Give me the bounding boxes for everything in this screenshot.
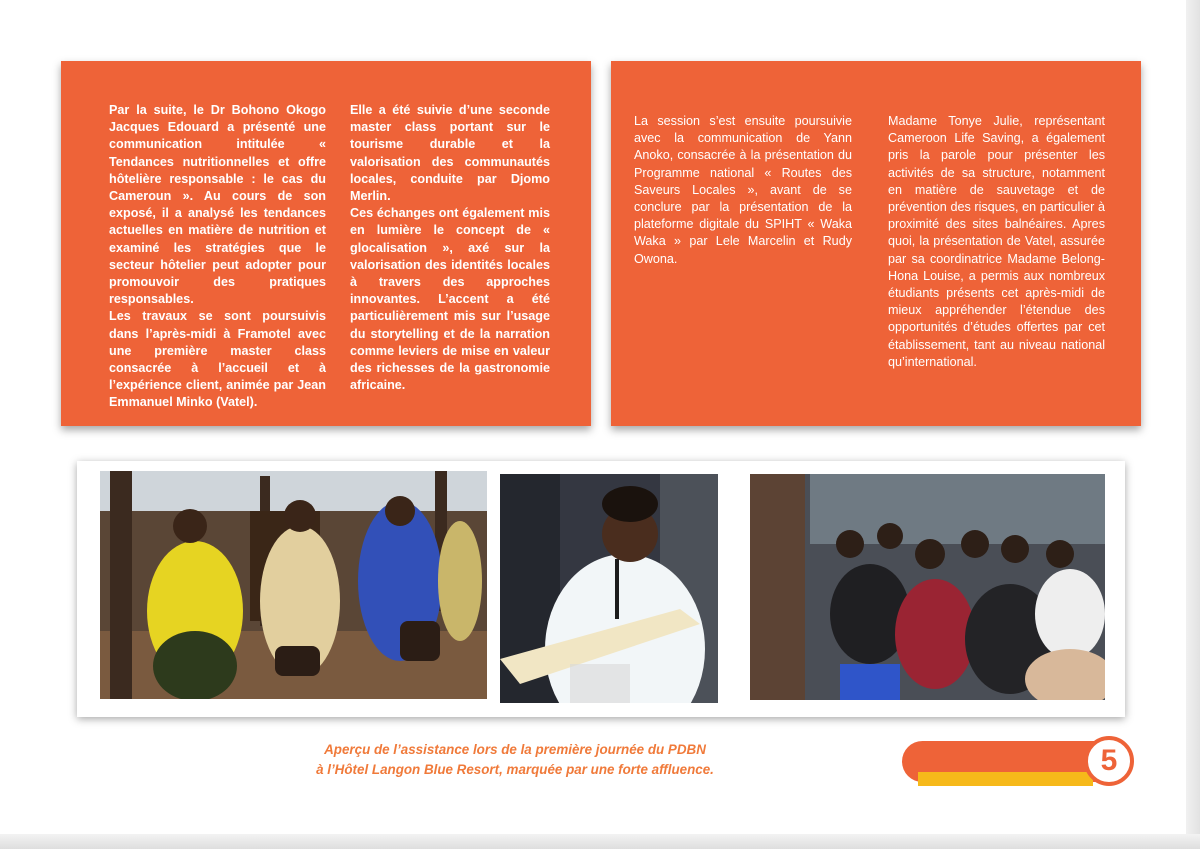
caption-line-2: à l’Hôtel Langon Blue Resort, marquée par une forte affluence.	[316, 762, 714, 777]
page-edge-right	[1186, 0, 1200, 849]
page-edge-bottom	[0, 834, 1200, 849]
page-number: 5	[1084, 736, 1134, 786]
photo-strip	[77, 461, 1125, 717]
page-number-badge	[902, 738, 1142, 790]
speaker-photo-at-podium	[500, 474, 718, 703]
article-column-2	[350, 102, 550, 394]
article-panel-left	[61, 61, 591, 426]
article-column-3	[634, 113, 852, 268]
paragraph: La session s’est ensuite poursuivie avec la communication de Yann Anoko, consacrée à la présentation du Programme national « Routes des Saveurs Locales », avant de se conclure par la présentation de la plateforme digitale du SPIHT « Waka Waka » par Lele Marcelin et Rudy Owona.	[634, 114, 852, 266]
paragraph: Ces échanges ont également mis en lumière le concept de « glocalisation », axé sur la valorisation des identités locales à travers des approches innovantes. L’accent a été particulièrement mis sur l’usage du storytelling et de la narration comme leviers de mise en valeur des richesses de la gastronomie africaine.	[350, 206, 550, 393]
audience-photo-students	[750, 474, 1105, 700]
paragraph: Madame Tonye Julie, représentant Cameroon Life Saving, a également pris la parole pour présenter les activités de sa structure, notamment en matière de sauvetage et de prévention des risques, en particulier à proximité des sites balnéaires. Apres quoi, la présentation de Vatel, assurée par sa coordinatrice Madame Belong-Hona Louise, a permis aux nombreux étudiants présents cet après-midi de mieux appréhender l’étendue des opportunités d’études offertes par cet établissement, tant au niveau national qu’international.	[888, 114, 1105, 369]
photo-caption	[260, 740, 770, 780]
audience-photo-seated-guests	[100, 471, 487, 699]
article-column-1	[109, 102, 326, 412]
paragraph: Elle a été suivie d’une seconde master class portant sur le tourisme durable et la valorisation des communautés locales, conduite par Djomo Merlin.	[350, 103, 550, 204]
paragraph: Par la suite, le Dr Bohono Okogo Jacques Edouard a présenté une communication intitulée « Tendances nutritionnelles et offre hôtelière responsable : le cas du Cameroun ». Au cours de son exposé, il a analysé les tendances actuelles en matière de nutrition et examiné les stratégies que le secteur hôtelier peut adopter pour promouvoir des pratiques responsables.	[109, 103, 326, 307]
paragraph: Les travaux se sont poursuivis dans l’après-midi à Framotel avec une première master class consacrée à l’accueil et à l’expérience client, animée par Jean Emmanuel Minko (Vatel).	[109, 309, 326, 410]
article-column-4	[888, 113, 1105, 371]
article-panel-right	[611, 61, 1141, 426]
caption-line-1: Aperçu de l’assistance lors de la première journée du PDBN	[324, 742, 706, 757]
badge-yellow-bar	[918, 772, 1093, 786]
